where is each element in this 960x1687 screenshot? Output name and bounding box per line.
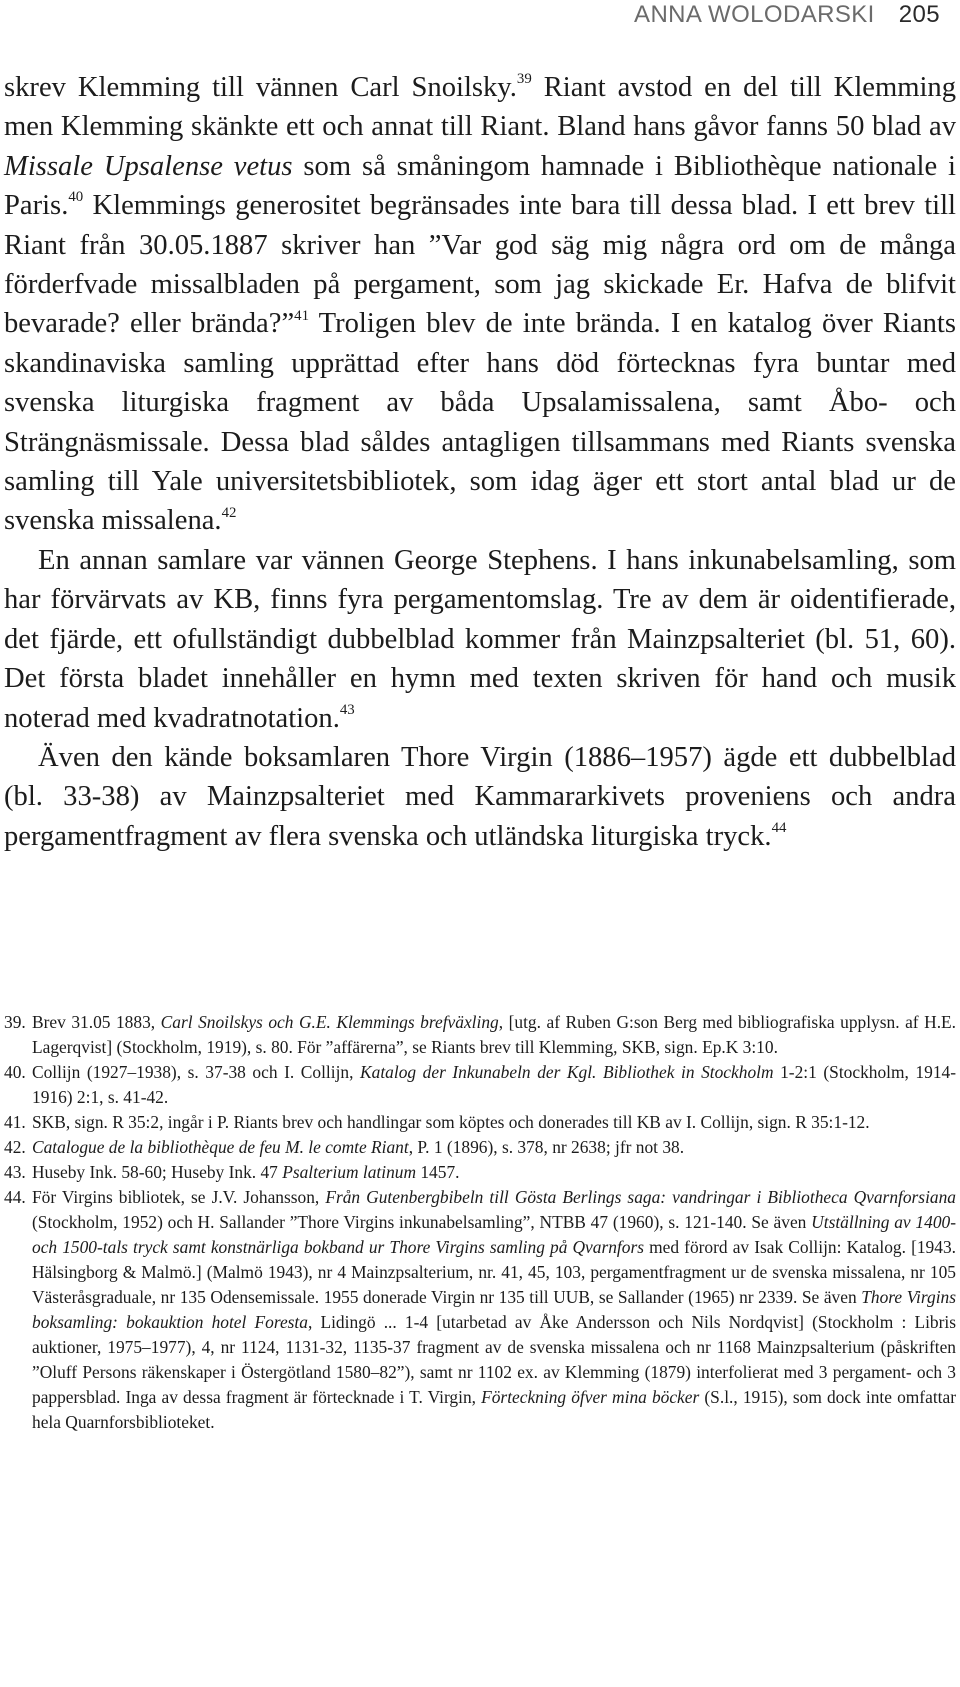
text-run: (Stockholm, 1952) och H. Sallander ”Thore Virgins inkunabelsamling”, NTBB 47 (1960), s. 121-140. Se även — [32, 1212, 812, 1232]
footnote-ref-42: 42 — [221, 504, 237, 521]
text-run: , [utg. af Ruben G:son Berg med bibliografiska upplysn. af H.E. Lagerqvist] (Stockholm, 1919), s. 80. För ”affärerna”, se Riants brev till Klemming, SKB, sign. Ep.K 3:10. — [32, 1012, 957, 1057]
page-number: 205 — [898, 1, 940, 28]
italic-title: Missale Upsalense vetus — [4, 150, 293, 182]
text-run: En annan samlare var vännen George Stephens. I hans inkunabelsamling, som har förvärvats av KB, finns fyra pergamentomslag. Tre av dem är oidentifierade, det fjärde, ett ofullständigt dubbelblad kommer från Mainzpsalteriet (bl. 51, 60). Det första bladet innehåller en hymn med texten skriven för hand och musik noterad med kvadratnotation. — [4, 544, 956, 734]
italic-title: Utställning av 1400- och 1500-tals tryck samt konstnärliga bokband ur Thore Virgins samling på Qvarnfors — [32, 1212, 957, 1257]
text-run: , Lidingö ... 1-4 [utarbetad av Åke Andersson och Nils Nordqvist] (Stockholm : Libris auktioner, 1975–1977), 4, nr 1124, 1131-32, 1135-37 fragment av de svenska missalena och nr 1168 Mainzpsalterium (påskriften ”Oluff Persons räkenskaper i Östergötland 1580–82”), samt nr 1102 ex. av Klemming (1879) interfolierat med 3 pergament- och 3 pappersblad. Inga av dessa fragment är förtecknade i T. Virgin, — [32, 1312, 956, 1407]
text-run: (S.l., 1915), som dock inte omfattar hela Quarnforsbiblioteket. — [32, 1387, 956, 1432]
footnote-number: 41. — [4, 1112, 26, 1132]
footnote-number: 40. — [4, 1062, 26, 1082]
footnote-44 — [4, 1185, 956, 1435]
paragraph-1 — [4, 68, 956, 541]
italic-title: Thore Virgins boksamling: bokauktion hotel Foresta — [32, 1287, 956, 1332]
italic-title: Psalterium latinum — [282, 1162, 417, 1182]
text-run: som så småningom hamnade i Bibliothèque nationale i Paris. — [4, 150, 956, 222]
text-run: Även den kände boksamlaren Thore Virgin (1886–1957) ägde ett dubbelblad (bl. 33-38) av Mainzpsalteriet med Kammararkivets proveniens och andra pergamentfragment av flera svenska och utländska liturgiska tryck. — [4, 741, 956, 852]
footnote-number: 42. — [4, 1137, 26, 1157]
text-run: Klemmings generositet begränsades inte bara till dessa blad. I ett brev till Riant från 30.05.1887 skriver han ”Var god säg mig några ord om de många förderfvade missalbladen på pergament, som jag skickade Er. Hafva de blifvit bevarade? eller brända?” — [4, 190, 956, 340]
italic-title: Förteckning öfver mina böcker — [481, 1387, 700, 1407]
italic-title: Carl Snoilskys och G.E. Klemmings brefväxling — [160, 1012, 499, 1032]
text-run: SKB, sign. R 35:2, ingår i P. Riants brev och handlingar som köptes och donerades till KB av I. Collijn, sign. R 35:1-12. — [32, 1112, 870, 1132]
footnote-number: 43. — [4, 1162, 26, 1182]
italic-title: Från Gutenbergbibeln till Gösta Berlings saga: vandringar i Bibliotheca Qvarnforsiana — [325, 1187, 956, 1207]
running-header — [634, 1, 940, 29]
text-run: , P. 1 (1896), s. 378, nr 2638; jfr not 38. — [408, 1137, 685, 1157]
italic-title: Catalogue de la bibliothèque de feu M. le comte Riant — [32, 1137, 409, 1157]
running-header-author: ANNA WOLODARSKI — [634, 1, 875, 28]
text-run: Riant avstod en del till Klemming men Klemming skänkte ett och annat till Riant. Bland hans gåvor fanns 50 blad av — [4, 72, 956, 143]
text-run: Troligen blev de inte brända. I en katalog över Riants skandinaviska samling upprättad efter hans död förtecknas fyra buntar med svenska liturgiska fragment av båda Upsalamissalena, samt Åbo- och Strängnäsmissale. Dessa blad såldes antagligen tillsammans med Riants svenska samling till Yale universitetsbibliotek, som idag äger ett stort antal blad ur de svenska missalena. — [4, 308, 957, 537]
text-run: 1457. — [416, 1162, 460, 1182]
text-run: skrev Klemming till vännen Carl Snoilsky. — [4, 72, 517, 103]
paragraph-2 — [4, 541, 956, 738]
text-run: Collijn (1927–1938), s. 37-38 och I. Collijn, — [32, 1062, 361, 1082]
footnote-ref-39: 39 — [516, 71, 532, 88]
footnote-40 — [4, 1060, 956, 1110]
footnote-number: 44. — [4, 1187, 26, 1207]
footnote-39 — [4, 1010, 956, 1060]
footnote-ref-43: 43 — [339, 701, 355, 718]
italic-title: Katalog der Inkunabeln der Kgl. Bibliothek in Stockholm — [360, 1062, 774, 1082]
footnote-ref-40: 40 — [68, 189, 84, 206]
text-run: Huseby Ink. 58-60; Huseby Ink. 47 — [32, 1162, 283, 1182]
footnote-ref-44: 44 — [771, 819, 787, 836]
footnote-41 — [4, 1110, 956, 1135]
text-run: 1-2:1 (Stockholm, 1914-1916) 2:1, s. 41-42. — [32, 1062, 956, 1107]
footnote-ref-41: 41 — [294, 307, 309, 324]
paragraph-3 — [4, 738, 956, 856]
text-run: Brev 31.05 1883, — [32, 1012, 161, 1032]
footnote-43 — [4, 1160, 956, 1185]
body-text — [4, 68, 956, 856]
footnote-42 — [4, 1135, 956, 1160]
footnote-number: 39. — [4, 1012, 26, 1032]
footnotes — [4, 1010, 956, 1435]
text-run: med förord av Isak Collijn: Katalog. [1943. Hälsingborg & Malmö.] (Malmö 1943), nr 4 Mainzpsalterium, nr. 41, 45, 103, pergamentfragment ur de svenska missalena, nr 105 Västeråsgraduale, nr 135 Odensemissale. 1955 donerade Virgin nr 135 till UUB, se Sallander (1965) nr 2339. Se även — [32, 1237, 956, 1307]
text-run: För Virgins bibliotek, se J.V. Johansson, — [32, 1187, 326, 1207]
